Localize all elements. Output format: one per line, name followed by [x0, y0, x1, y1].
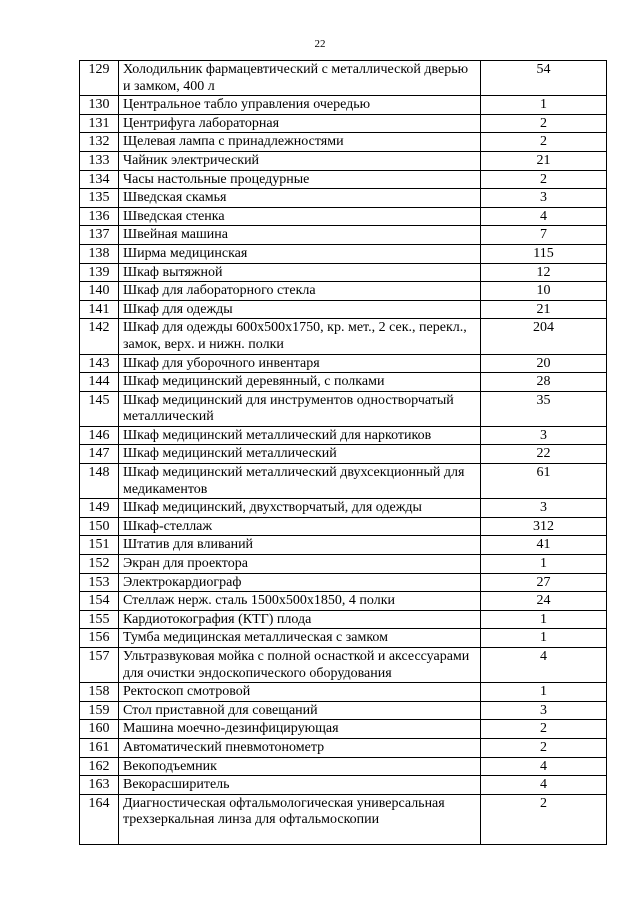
item-quantity: 35 — [481, 391, 607, 426]
item-quantity: 2 — [481, 133, 607, 152]
row-number: 142 — [80, 319, 119, 354]
table-row — [80, 464, 607, 499]
table-row — [80, 96, 607, 115]
item-quantity: 4 — [481, 757, 607, 776]
row-number: 138 — [80, 244, 119, 263]
item-name: Шкаф медицинский металлический для наркотиков — [119, 426, 481, 445]
table-row — [80, 114, 607, 133]
item-name: Чайник электрический — [119, 151, 481, 170]
item-name: Шкаф вытяжной — [119, 263, 481, 282]
item-name: Стеллаж нерж. сталь 1500х500х1850, 4 полки — [119, 592, 481, 611]
item-name: Штатив для вливаний — [119, 536, 481, 555]
item-name: Часы настольные процедурные — [119, 170, 481, 189]
table-row — [80, 373, 607, 392]
item-quantity: 7 — [481, 226, 607, 245]
item-name: Электрокардиограф — [119, 573, 481, 592]
equipment-table — [79, 60, 607, 845]
row-number: 150 — [80, 517, 119, 536]
item-quantity: 20 — [481, 354, 607, 373]
item-name: Шведская стенка — [119, 207, 481, 226]
item-quantity: 2 — [481, 114, 607, 133]
row-number: 135 — [80, 189, 119, 208]
item-quantity: 10 — [481, 282, 607, 301]
row-number: 143 — [80, 354, 119, 373]
item-name: Шведская скамья — [119, 189, 481, 208]
item-name: Шкаф для одежды 600х500х1750, кр. мет., 2 сек., перекл., замок, верх. и нижн. полки — [119, 319, 481, 354]
table-row — [80, 391, 607, 426]
table-row — [80, 244, 607, 263]
table-row — [80, 629, 607, 648]
row-number: 158 — [80, 683, 119, 702]
row-number: 145 — [80, 391, 119, 426]
table-row — [80, 354, 607, 373]
table-row — [80, 499, 607, 518]
item-name: Шкаф для одежды — [119, 300, 481, 319]
row-number: 154 — [80, 592, 119, 611]
row-number: 137 — [80, 226, 119, 245]
table-row — [80, 189, 607, 208]
item-name: Щелевая лампа с принадлежностями — [119, 133, 481, 152]
item-name: Машина моечно-дезинфицирующая — [119, 720, 481, 739]
item-name: Шкаф медицинский, двухстворчатый, для одежды — [119, 499, 481, 518]
row-number: 151 — [80, 536, 119, 555]
table-row — [80, 592, 607, 611]
item-quantity: 2 — [481, 170, 607, 189]
item-quantity: 3 — [481, 426, 607, 445]
item-quantity: 21 — [481, 151, 607, 170]
row-number: 141 — [80, 300, 119, 319]
table-row — [80, 648, 607, 683]
table-row — [80, 738, 607, 757]
table-row — [80, 701, 607, 720]
table-row — [80, 757, 607, 776]
item-quantity: 1 — [481, 96, 607, 115]
table-row — [80, 151, 607, 170]
item-name: Шкаф медицинский деревянный, с полками — [119, 373, 481, 392]
item-quantity: 4 — [481, 648, 607, 683]
item-quantity: 2 — [481, 794, 607, 844]
row-number: 132 — [80, 133, 119, 152]
equipment-table-body — [80, 61, 607, 845]
row-number: 160 — [80, 720, 119, 739]
item-quantity: 12 — [481, 263, 607, 282]
table-row — [80, 226, 607, 245]
item-name: Автоматический пневмотонометр — [119, 738, 481, 757]
item-name: Швейная машина — [119, 226, 481, 245]
item-quantity: 21 — [481, 300, 607, 319]
table-row — [80, 610, 607, 629]
table-row — [80, 319, 607, 354]
item-quantity: 1 — [481, 610, 607, 629]
row-number: 155 — [80, 610, 119, 629]
row-number: 144 — [80, 373, 119, 392]
item-quantity: 54 — [481, 61, 607, 96]
table-row — [80, 426, 607, 445]
row-number: 162 — [80, 757, 119, 776]
item-name: Кардиотокография (КТГ) плода — [119, 610, 481, 629]
item-quantity: 2 — [481, 720, 607, 739]
item-quantity: 1 — [481, 555, 607, 574]
row-number: 147 — [80, 445, 119, 464]
item-quantity: 27 — [481, 573, 607, 592]
table-row — [80, 263, 607, 282]
row-number: 163 — [80, 776, 119, 795]
item-name: Центральное табло управления очередью — [119, 96, 481, 115]
page-number: 22 — [314, 38, 326, 50]
table-row — [80, 776, 607, 795]
item-quantity: 61 — [481, 464, 607, 499]
item-quantity: 4 — [481, 207, 607, 226]
table-row — [80, 445, 607, 464]
item-name: Стол приставной для совещаний — [119, 701, 481, 720]
item-quantity: 3 — [481, 499, 607, 518]
item-quantity: 2 — [481, 738, 607, 757]
row-number: 164 — [80, 794, 119, 844]
row-number: 139 — [80, 263, 119, 282]
row-number: 140 — [80, 282, 119, 301]
row-number: 153 — [80, 573, 119, 592]
row-number: 146 — [80, 426, 119, 445]
row-number: 157 — [80, 648, 119, 683]
item-name: Экран для проектора — [119, 555, 481, 574]
item-quantity: 24 — [481, 592, 607, 611]
item-quantity: 3 — [481, 189, 607, 208]
item-quantity: 3 — [481, 701, 607, 720]
table-row — [80, 555, 607, 574]
table-row — [80, 720, 607, 739]
item-name: Векоподъемник — [119, 757, 481, 776]
row-number: 130 — [80, 96, 119, 115]
row-number: 134 — [80, 170, 119, 189]
row-number: 159 — [80, 701, 119, 720]
table-row — [80, 517, 607, 536]
table-row — [80, 536, 607, 555]
table-row — [80, 683, 607, 702]
item-name: Диагностическая офтальмологическая универсальная трехзеркальная линза для офтальмоскопии — [119, 794, 481, 844]
item-quantity: 4 — [481, 776, 607, 795]
item-quantity: 1 — [481, 683, 607, 702]
item-name: Ректоскоп смотровой — [119, 683, 481, 702]
table-row — [80, 61, 607, 96]
item-name: Холодильник фармацевтический с металлической дверью и замком, 400 л — [119, 61, 481, 96]
item-quantity: 115 — [481, 244, 607, 263]
row-number: 131 — [80, 114, 119, 133]
item-name: Ширма медицинская — [119, 244, 481, 263]
table-row — [80, 300, 607, 319]
table-row — [80, 794, 607, 844]
row-number: 136 — [80, 207, 119, 226]
row-number: 156 — [80, 629, 119, 648]
item-name: Шкаф медицинский металлический — [119, 445, 481, 464]
table-row — [80, 282, 607, 301]
item-name: Ультразвуковая мойка с полной оснасткой и аксессуарами для очистки эндоскопического оборудования — [119, 648, 481, 683]
row-number: 148 — [80, 464, 119, 499]
table-row — [80, 573, 607, 592]
item-quantity: 312 — [481, 517, 607, 536]
item-quantity: 28 — [481, 373, 607, 392]
table-row — [80, 207, 607, 226]
item-name: Тумба медицинская металлическая с замком — [119, 629, 481, 648]
row-number: 161 — [80, 738, 119, 757]
item-name: Центрифуга лабораторная — [119, 114, 481, 133]
item-name: Векорасширитель — [119, 776, 481, 795]
table-row — [80, 133, 607, 152]
item-name: Шкаф медицинский для инструментов одностворчатый металлический — [119, 391, 481, 426]
item-quantity: 41 — [481, 536, 607, 555]
table-row — [80, 170, 607, 189]
item-name: Шкаф для уборочного инвентаря — [119, 354, 481, 373]
item-quantity: 22 — [481, 445, 607, 464]
item-quantity: 204 — [481, 319, 607, 354]
row-number: 149 — [80, 499, 119, 518]
item-name: Шкаф-стеллаж — [119, 517, 481, 536]
row-number: 133 — [80, 151, 119, 170]
row-number: 129 — [80, 61, 119, 96]
item-quantity: 1 — [481, 629, 607, 648]
item-name: Шкаф медицинский металлический двухсекционный для медикаментов — [119, 464, 481, 499]
row-number: 152 — [80, 555, 119, 574]
item-name: Шкаф для лабораторного стекла — [119, 282, 481, 301]
